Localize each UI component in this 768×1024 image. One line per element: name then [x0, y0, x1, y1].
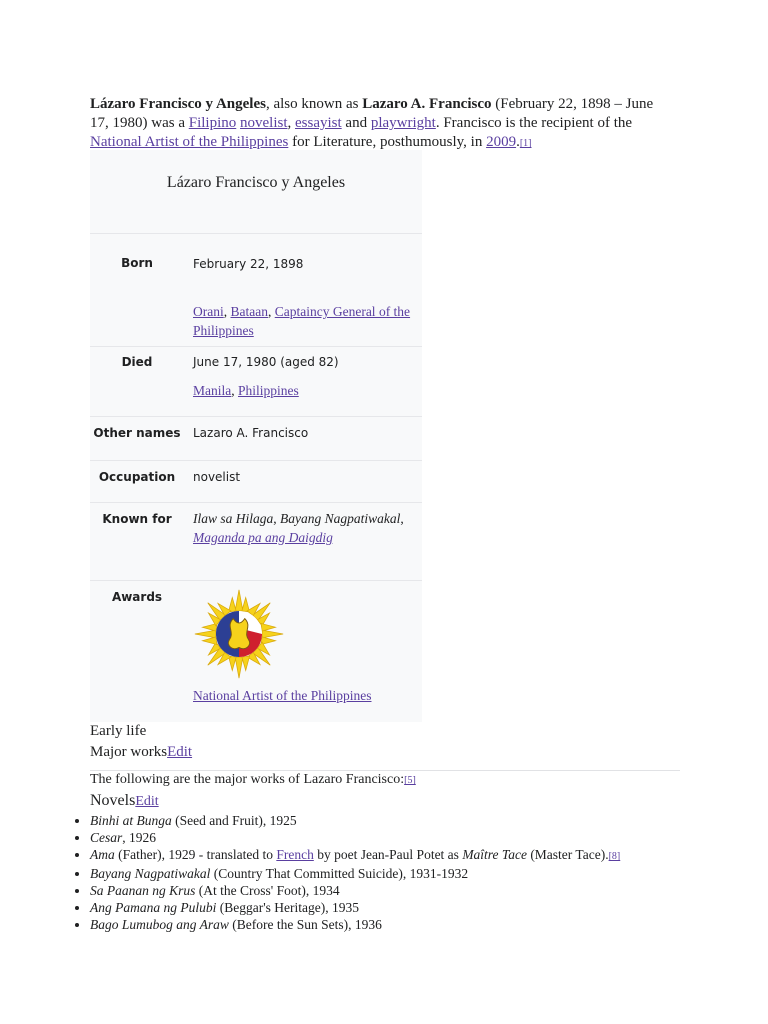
- list-item: [90, 916, 750, 933]
- known-for-value: [193, 509, 415, 547]
- intro-text: .: [516, 134, 520, 150]
- occupation-label: Occupation: [98, 470, 176, 484]
- link-philippines[interactable]: Philippines: [238, 383, 299, 398]
- intro-text: for Literature, posthumously, in: [288, 134, 487, 150]
- sun-ray: [228, 656, 249, 678]
- infobox-row-died: [90, 346, 422, 417]
- list-item: [90, 899, 750, 916]
- link-orani[interactable]: Orani: [193, 304, 224, 319]
- edit-novels-link[interactable]: Edit: [135, 794, 159, 809]
- link-maganda[interactable]: Maganda pa ang Daigdig: [193, 530, 333, 545]
- work-title: Sa Paanan ng Krus: [90, 883, 196, 898]
- link-filipino[interactable]: Filipino: [188, 115, 237, 131]
- work-details: (At the Cross' Foot), 1934: [195, 883, 340, 898]
- divider: [90, 770, 680, 771]
- list-item: [90, 865, 750, 882]
- emblem-stylized-figure: [228, 619, 249, 649]
- work-details: (Before the Sun Sets), 1936: [228, 917, 382, 932]
- intro-text: and: [341, 115, 371, 131]
- link-playwright[interactable]: playwright: [370, 115, 436, 131]
- list-item: [90, 846, 750, 865]
- intro-text: . Francisco is the recipient of the: [435, 115, 633, 131]
- sun-ray: [195, 623, 217, 644]
- intro-text: , also known as: [265, 96, 363, 112]
- list-item: [90, 829, 750, 846]
- infobox-row-known-for: [90, 502, 422, 581]
- born-place: [193, 302, 415, 340]
- major-works-intro-text: The following are the major works of Lazaro Francisco:: [90, 772, 405, 787]
- work-title: Ang Pamana ng Pulubi: [90, 900, 217, 915]
- edit-major-works-link[interactable]: Edit: [167, 744, 193, 760]
- novels-list: [66, 812, 750, 933]
- work-bayang: Bayang Nagpatiwakal: [280, 511, 401, 526]
- infobox-title: Lázaro Francisco y Angeles: [166, 174, 346, 191]
- work-title: Ama: [90, 847, 115, 862]
- link-manila[interactable]: Manila: [193, 383, 232, 398]
- comma: ,: [400, 511, 404, 526]
- citation-1[interactable]: [1]: [519, 138, 532, 149]
- link-award-national-artist[interactable]: National Artist of the Philippines: [193, 688, 372, 703]
- award-caption: [193, 686, 415, 705]
- novels-title: Novels: [90, 792, 136, 809]
- link-2009[interactable]: 2009: [486, 134, 517, 150]
- work-details: (Country That Committed Suicide), 1931-1932: [210, 866, 469, 881]
- born-label: Born: [121, 256, 153, 270]
- major-works-intro: [90, 772, 416, 788]
- work-title-translation: Maître Tace: [462, 847, 527, 862]
- heading-novels: [90, 792, 159, 810]
- national-artist-emblem-icon[interactable]: [191, 586, 287, 682]
- intro-text: ,: [287, 115, 295, 131]
- comma: ,: [267, 304, 275, 319]
- infobox: [90, 150, 422, 722]
- died-label: Died: [121, 355, 153, 369]
- heading-major-works: [90, 744, 192, 761]
- citation-5[interactable]: [5]: [404, 775, 416, 786]
- heading-early-life: Early life: [90, 723, 147, 739]
- comma: ,: [273, 511, 281, 526]
- subject-name: Lázaro Francisco y Angeles: [90, 96, 266, 112]
- infobox-row-born: [90, 233, 422, 347]
- other-names-label: Other names: [93, 426, 181, 440]
- intro-paragraph: [90, 95, 670, 153]
- infobox-row-occupation: [90, 460, 422, 503]
- work-details: (Master Tace).: [526, 847, 609, 862]
- work-title: Bayang Nagpatiwakal: [90, 866, 211, 881]
- work-details: , 1926: [122, 830, 157, 845]
- comma: ,: [231, 383, 238, 398]
- infobox-row-other-names: [90, 416, 422, 461]
- link-essayist[interactable]: essayist: [295, 115, 342, 131]
- work-details: (Beggar's Heritage), 1935: [216, 900, 360, 915]
- major-works-title: Major works: [90, 744, 168, 760]
- link-captaincy-general[interactable]: Captaincy General of the Philippines: [193, 304, 411, 338]
- link-national-artist[interactable]: National Artist of the Philippines: [90, 134, 289, 150]
- known-for-label: Known for: [102, 512, 172, 526]
- other-names-value: Lazaro A. Francisco: [193, 426, 309, 440]
- work-title: Binhi at Bunga: [90, 813, 172, 828]
- sun-ray: [261, 623, 283, 644]
- occupation-value: novelist: [193, 470, 241, 484]
- sun-ray: [228, 590, 249, 612]
- link-novelist[interactable]: novelist: [240, 115, 288, 131]
- subject-alias: Lazaro A. Francisco: [362, 96, 492, 112]
- link-french[interactable]: French: [276, 847, 314, 862]
- work-details: (Seed and Fruit), 1925: [171, 813, 297, 828]
- died-date: June 17, 1980 (aged 82): [193, 355, 339, 369]
- list-item: [90, 882, 750, 899]
- intro-text: (February 22, 1898 – June 17, 1980) was a: [90, 96, 654, 131]
- citation-8[interactable]: [8]: [608, 851, 621, 862]
- work-title: Bago Lumubog ang Araw: [90, 917, 229, 932]
- comma: ,: [223, 304, 231, 319]
- work-ilaw: Ilaw sa Hilaga: [193, 511, 274, 526]
- awards-label: Awards: [111, 590, 163, 604]
- born-date: February 22, 1898: [193, 257, 304, 271]
- infobox-row-awards: [90, 580, 422, 723]
- work-details: (Father), 1929 - translated to: [114, 847, 277, 862]
- list-item: [90, 812, 750, 829]
- link-bataan[interactable]: Bataan: [230, 304, 268, 319]
- work-title: Cesar: [90, 830, 123, 845]
- died-place: [193, 381, 415, 400]
- work-details: by poet Jean-Paul Potet as: [313, 847, 463, 862]
